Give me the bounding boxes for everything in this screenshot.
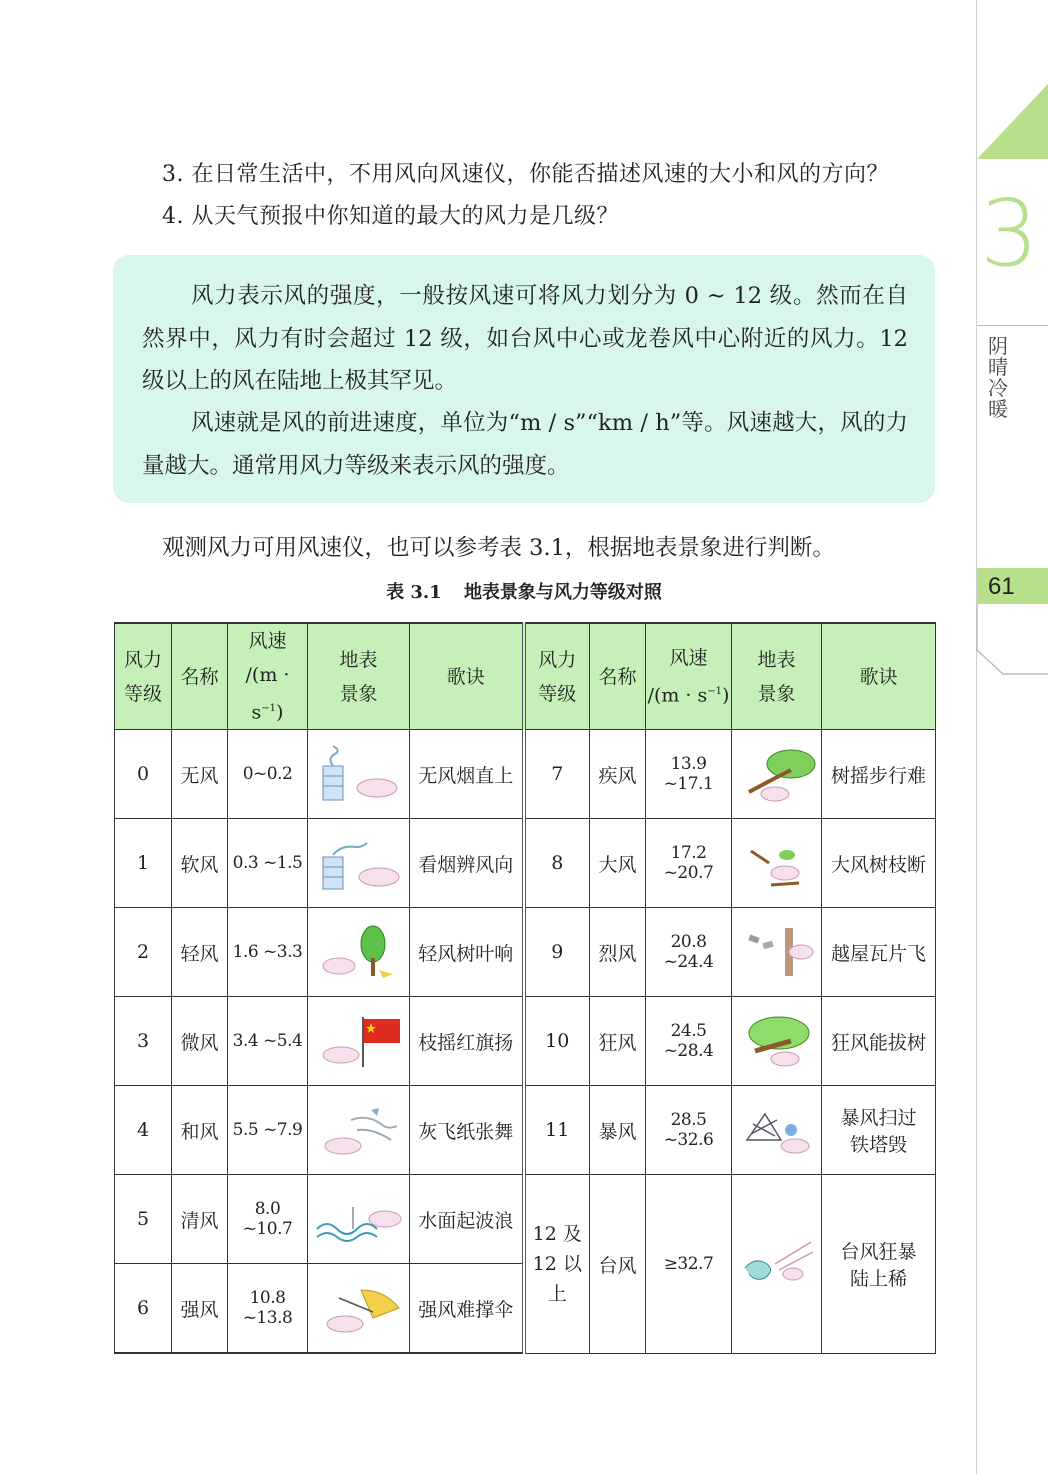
chimney-smoke-icon <box>311 744 407 804</box>
chimney-drift-icon <box>311 833 407 893</box>
speed-cell: 8.0 ~10.7 <box>228 1175 308 1264</box>
info-paragraph-2: 风速就是风的前进速度，单位为“m / s”“km / h”等。风速越大，风的力量越大。通常用风力等级来表示风的强度。 <box>142 410 908 479</box>
name-cell: 大风 <box>590 819 646 908</box>
rhyme-cell: 越屋瓦片飞 <box>822 908 936 997</box>
level-cell: 1 <box>115 819 172 908</box>
rhyme-cell: 看烟辨风向 <box>410 819 524 908</box>
rhyme-cell: 枝摇红旗扬 <box>410 997 524 1086</box>
level-cell: 7 <box>524 730 590 819</box>
name-cell: 疾风 <box>590 730 646 819</box>
speed-cell: 0.3 ~1.5 <box>228 819 308 908</box>
header-rhyme: 歌诀 <box>822 623 936 730</box>
speed-cell: 10.8 ~13.8 <box>228 1264 308 1354</box>
header-rhyme: 歌诀 <box>410 623 524 730</box>
speed-cell: 17.2 ~20.7 <box>646 819 732 908</box>
tower-collapse-icon <box>735 1100 819 1160</box>
rhyme-cell: 强风难撑伞 <box>410 1264 524 1354</box>
speed-cell: 28.5 ~32.6 <box>646 1086 732 1175</box>
typhoon-icon <box>735 1234 819 1294</box>
speed-cell: 1.6 ~3.3 <box>228 908 308 997</box>
rhyme-cell: 树摇步行难 <box>822 730 936 819</box>
level-cell: 9 <box>524 908 590 997</box>
speed-cell: ≥32.7 <box>646 1175 732 1354</box>
speed-cell: 3.4 ~5.4 <box>228 997 308 1086</box>
question-3: 3. 在日常生活中，不用风向风速仪，你能否描述风速的大小和风的方向？ <box>162 162 889 187</box>
header-scene: 地表 景象 <box>732 623 822 730</box>
header-scene: 地表 景象 <box>308 623 410 730</box>
name-cell: 和风 <box>172 1086 228 1175</box>
bending-tree-icon <box>735 744 819 804</box>
rhyme-cell: 台风狂暴 陆上稀 <box>822 1175 936 1354</box>
level-cell: 8 <box>524 819 590 908</box>
header-speed: 风速 $/(m \cdot s^{-1})$ <box>646 623 732 730</box>
water-waves-icon <box>311 1189 407 1249</box>
caption-title: 地表景象与风力等级对照 <box>463 582 662 603</box>
caption-number: 表 3.1 <box>386 582 442 603</box>
rhyme-cell: 无风烟直上 <box>410 730 524 819</box>
page-corner-icon <box>975 604 1048 676</box>
lead-text: 观测风力可用风速仪，也可以参考表 3.1，根据地表景象进行判断。 <box>162 535 835 561</box>
chapter-separator <box>977 325 1048 326</box>
name-cell: 强风 <box>172 1264 228 1354</box>
table-row <box>115 908 936 997</box>
table-row <box>115 1086 936 1175</box>
table-caption <box>0 578 1048 604</box>
name-cell: 轻风 <box>172 908 228 997</box>
level-cell: 6 <box>115 1264 172 1354</box>
name-cell: 软风 <box>172 819 228 908</box>
tree-leaves-icon <box>311 922 407 982</box>
header-level: 风力 等级 <box>115 623 172 730</box>
level-cell: 5 <box>115 1175 172 1264</box>
name-cell: 暴风 <box>590 1086 646 1175</box>
header-name: 名称 <box>172 623 228 730</box>
table-row <box>115 819 936 908</box>
table-row <box>115 1175 936 1264</box>
level-cell: 3 <box>115 997 172 1086</box>
level-cell: 4 <box>115 1086 172 1175</box>
chapter-triangle-icon <box>977 84 1048 159</box>
sidebar-divider <box>976 0 977 1474</box>
name-cell: 清风 <box>172 1175 228 1264</box>
level-cell: 12 及 12 以 上 <box>524 1175 590 1354</box>
name-cell: 微风 <box>172 997 228 1086</box>
flying-paper-icon <box>311 1100 407 1160</box>
rhyme-cell: 水面起波浪 <box>410 1175 524 1264</box>
rhyme-cell: 狂风能拔树 <box>822 997 936 1086</box>
red-flag-icon <box>311 1011 407 1071</box>
level-cell: 0 <box>115 730 172 819</box>
flying-tiles-icon <box>735 922 819 982</box>
rhyme-cell: 暴风扫过 铁塔毁 <box>822 1086 936 1175</box>
name-cell: 无风 <box>172 730 228 819</box>
info-box <box>113 255 935 503</box>
chapter-title: 阴晴冷暖 <box>988 334 1008 421</box>
table-header-row <box>115 623 936 730</box>
level-cell: 11 <box>524 1086 590 1175</box>
speed-cell: 13.9 ~17.1 <box>646 730 732 819</box>
speed-cell: 0~0.2 <box>228 730 308 819</box>
header-level: 风力 等级 <box>524 623 590 730</box>
broken-branch-icon <box>735 833 819 893</box>
rhyme-cell: 灰飞纸张舞 <box>410 1086 524 1175</box>
header-speed: 风速 $/(m \cdot s^{-1})$ <box>228 623 308 730</box>
rhyme-cell: 大风树枝断 <box>822 819 936 908</box>
speed-cell: 20.8 ~24.4 <box>646 908 732 997</box>
question-4: 4. 从天气预报中你知道的最大的风力是几级？ <box>162 204 619 229</box>
page-number: 61 <box>988 573 1015 600</box>
speed-cell: 5.5 ~7.9 <box>228 1086 308 1175</box>
speed-cell: 24.5 ~28.4 <box>646 997 732 1086</box>
table-row <box>115 730 936 819</box>
table-row <box>115 997 936 1086</box>
uprooted-tree-icon <box>735 1011 819 1071</box>
name-cell: 台风 <box>590 1175 646 1354</box>
rhyme-cell: 轻风树叶响 <box>410 908 524 997</box>
wind-scale-table <box>114 622 936 1354</box>
info-paragraph-1: 风力表示风的强度，一般按风速可将风力划分为 0 ~ 12 级。然而在自然界中，风力有时会超过 12 级，如台风中心或龙卷风中心附近的风力。12 级以上的风在陆地上极其罕见。 <box>142 283 908 394</box>
level-cell: 2 <box>115 908 172 997</box>
level-cell: 10 <box>524 997 590 1086</box>
name-cell: 烈风 <box>590 908 646 997</box>
header-name: 名称 <box>590 623 646 730</box>
chapter-number: 3 <box>980 180 1039 287</box>
umbrella-icon <box>311 1278 407 1338</box>
name-cell: 狂风 <box>590 997 646 1086</box>
